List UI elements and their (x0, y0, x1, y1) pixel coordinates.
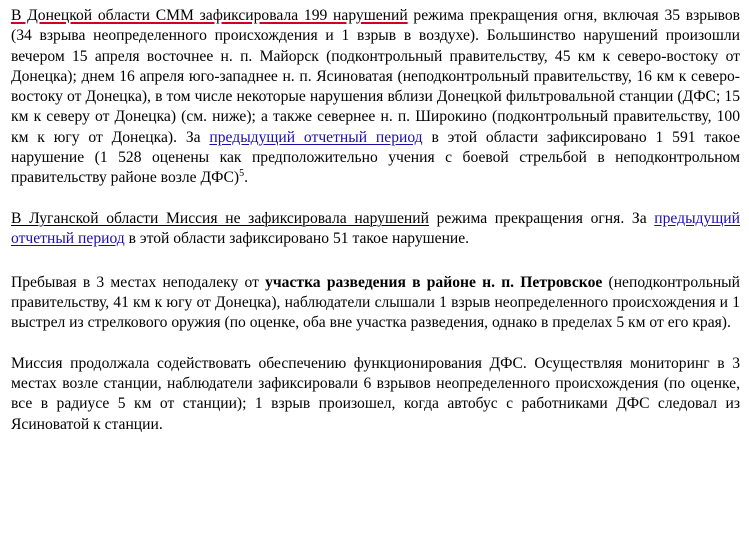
donetsk-text-c: . (244, 169, 248, 187)
donetsk-text-b: в этой области зафиксировано 1 591 такое нарушение (1 528 оценены как предположительно учения с боевой стрельбой в неподконтрольном правительству районе возле ДФС) (11, 128, 740, 187)
donetsk-violations-highlight: В Донецкой области СММ зафиксировала 199 нарушений (11, 7, 408, 24)
paragraph-donetsk (11, 6, 740, 189)
luhansk-violations-highlight: В Луганской области Миссия не зафиксировала нарушений (11, 209, 429, 227)
petrovske-text-a: Пребывая в 3 местах неподалеку от (11, 273, 266, 291)
donetsk-text-a: режима прекращения огня, включая 35 взрывов (34 взрыва неопределенного происхождения и 1 взрыв в воздухе). Большинство нарушений произошли вечером 15 апреля восточнее н. п. Майорск (подконтрольный правительству, 45 км к северо-востоку от Донецка); днем 16 апреля юго-западнее н. п. Ясиноватая (неподконтрольный правительству, 16 км к северо-востоку от Донецка), в том числе некоторые нарушения вблизи Донецкой фильтровальной станции (ДФС; 15 км к северу от Донецка) (см. ниже); а также севернее н. п. Широкино (подконтрольный правительству, 100 км к югу от Донецка). За (11, 7, 740, 146)
petrovske-text-b: (неподконтрольный правительству, 41 км к югу от Донецка), наблюдатели слышали 1 взрыв неопределенного происхождения и 1 выстрел из стрелкового оружия (по оценке, оба вне участка разведения, однако в пределах 5 км от его края). (11, 273, 740, 332)
paragraph-petrovske (11, 273, 740, 334)
previous-period-link-luhansk[interactable]: предыдущий отчетный период (11, 209, 740, 248)
paragraph-dfs (11, 354, 740, 435)
dfs-text: Миссия продолжала содействовать обеспечению функционирования ДФС. Осуществляя мониторинг в 3 местах возле станции, наблюдатели зафиксировали 6 взрывов неопределенного происхождения (по оценке, все в радиусе 5 км от станции); 1 взрыв произошел, когда автобус с работниками ДФС следовал из Ясиноватой к станции. (11, 354, 740, 433)
luhansk-text-a: режима прекращения огня. За (428, 209, 655, 227)
previous-period-link-donetsk[interactable]: предыдущий отчетный период (209, 128, 423, 146)
petrovske-bold-area: участка разведения в районе н. п. Петровское (265, 273, 603, 291)
footnote-marker[interactable]: 5 (239, 168, 245, 180)
paragraph-luhansk (11, 209, 740, 250)
luhansk-text-b: в этой области зафиксировано 51 такое нарушение. (124, 230, 470, 248)
